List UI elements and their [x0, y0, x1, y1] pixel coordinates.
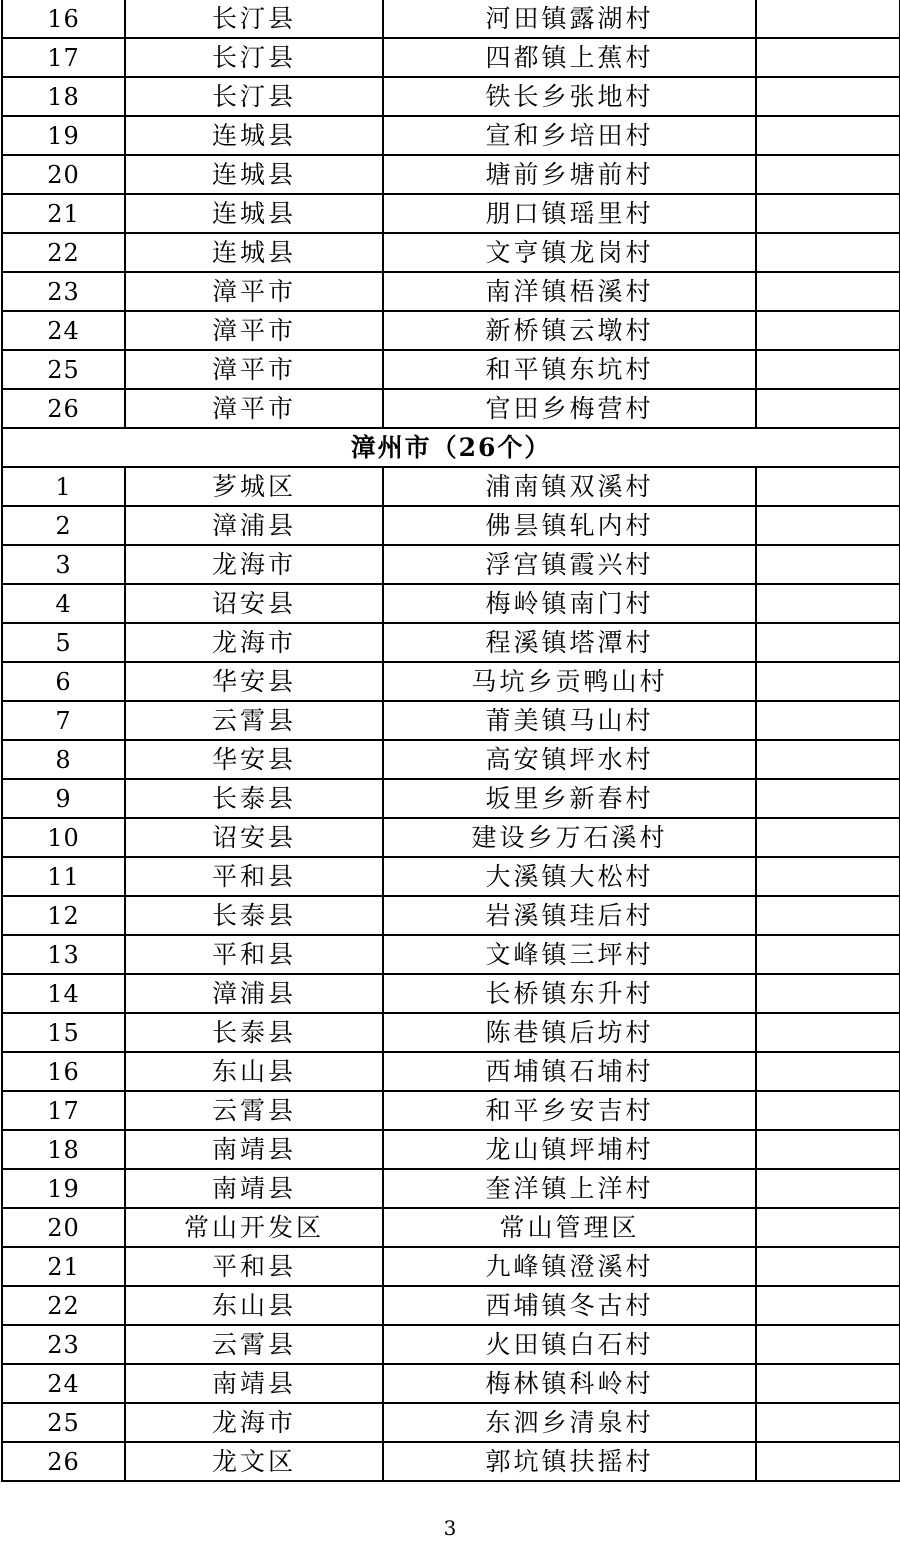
- cell-village: 长桥镇东升村: [383, 974, 756, 1013]
- cell-village: 九峰镇澄溪村: [383, 1247, 756, 1286]
- cell-note: [756, 272, 900, 311]
- cell-note: [756, 1052, 900, 1091]
- cell-village: 文峰镇三坪村: [383, 935, 756, 974]
- table-row: [2, 1325, 900, 1364]
- table-row: [2, 1052, 900, 1091]
- cell-number: 2: [2, 506, 125, 545]
- table-row: [2, 857, 900, 896]
- table-row: [2, 0, 900, 38]
- cell-number: 10: [2, 818, 125, 857]
- cell-note: [756, 1325, 900, 1364]
- cell-note: [756, 1442, 900, 1481]
- table-row: [2, 1130, 900, 1169]
- cell-village: 莆美镇马山村: [383, 701, 756, 740]
- cell-number: 19: [2, 1169, 125, 1208]
- cell-note: [756, 818, 900, 857]
- table-row: [2, 1403, 900, 1442]
- cell-village: 西埔镇冬古村: [383, 1286, 756, 1325]
- cell-village: 和平乡安吉村: [383, 1091, 756, 1130]
- cell-number: 24: [2, 1364, 125, 1403]
- cell-number: 21: [2, 194, 125, 233]
- cell-village: 塘前乡塘前村: [383, 155, 756, 194]
- cell-note: [756, 506, 900, 545]
- cell-number: 16: [2, 1052, 125, 1091]
- section-title: 漳州市（26个）: [2, 428, 900, 467]
- table-row: [2, 1286, 900, 1325]
- cell-number: 20: [2, 1208, 125, 1247]
- cell-note: [756, 662, 900, 701]
- cell-village: 梅林镇科岭村: [383, 1364, 756, 1403]
- cell-village: 新桥镇云墩村: [383, 311, 756, 350]
- cell-number: 1: [2, 467, 125, 506]
- cell-number: 21: [2, 1247, 125, 1286]
- cell-village: 朋口镇瑶里村: [383, 194, 756, 233]
- cell-note: [756, 77, 900, 116]
- cell-number: 12: [2, 896, 125, 935]
- cell-number: 22: [2, 1286, 125, 1325]
- cell-number: 19: [2, 116, 125, 155]
- cell-village: 河田镇露湖村: [383, 0, 756, 38]
- cell-note: [756, 896, 900, 935]
- cell-county: 南靖县: [125, 1130, 383, 1169]
- cell-county: 连城县: [125, 155, 383, 194]
- cell-county: 长泰县: [125, 896, 383, 935]
- table-row: [2, 116, 900, 155]
- table-row: [2, 272, 900, 311]
- cell-number: 16: [2, 0, 125, 38]
- cell-village: 火田镇白石村: [383, 1325, 756, 1364]
- table-row: [2, 38, 900, 77]
- cell-village: 陈巷镇后坊村: [383, 1013, 756, 1052]
- table-row: [2, 311, 900, 350]
- cell-county: 长汀县: [125, 0, 383, 38]
- cell-number: 8: [2, 740, 125, 779]
- cell-note: [756, 1091, 900, 1130]
- cell-note: [756, 584, 900, 623]
- table-row: [2, 623, 900, 662]
- cell-note: [756, 974, 900, 1013]
- cell-note: [756, 233, 900, 272]
- table-row: [2, 545, 900, 584]
- cell-county: 长泰县: [125, 779, 383, 818]
- cell-village: 大溪镇大松村: [383, 857, 756, 896]
- cell-county: 云霄县: [125, 701, 383, 740]
- cell-village: 常山管理区: [383, 1208, 756, 1247]
- cell-number: 15: [2, 1013, 125, 1052]
- cell-number: 11: [2, 857, 125, 896]
- cell-county: 东山县: [125, 1052, 383, 1091]
- cell-village: 西埔镇石埔村: [383, 1052, 756, 1091]
- cell-village: 建设乡万石溪村: [383, 818, 756, 857]
- table-row: [2, 1442, 900, 1481]
- cell-number: 26: [2, 1442, 125, 1481]
- cell-village: 程溪镇塔潭村: [383, 623, 756, 662]
- cell-county: 漳浦县: [125, 974, 383, 1013]
- cell-note: [756, 740, 900, 779]
- cell-note: [756, 857, 900, 896]
- cell-county: 漳浦县: [125, 506, 383, 545]
- cell-county: 云霄县: [125, 1325, 383, 1364]
- table-row: [2, 506, 900, 545]
- cell-number: 26: [2, 389, 125, 428]
- cell-county: 诏安县: [125, 818, 383, 857]
- cell-village: 龙山镇坪埔村: [383, 1130, 756, 1169]
- cell-village: 梅岭镇南门村: [383, 584, 756, 623]
- cell-number: 18: [2, 1130, 125, 1169]
- table-row: [2, 77, 900, 116]
- cell-village: 南洋镇梧溪村: [383, 272, 756, 311]
- cell-note: [756, 1130, 900, 1169]
- cell-county: 龙海市: [125, 623, 383, 662]
- table-row: [2, 662, 900, 701]
- cell-county: 平和县: [125, 857, 383, 896]
- cell-village: 铁长乡张地村: [383, 77, 756, 116]
- cell-note: [756, 1169, 900, 1208]
- cell-village: 奎洋镇上洋村: [383, 1169, 756, 1208]
- table-row: [2, 896, 900, 935]
- cell-note: [756, 1247, 900, 1286]
- cell-village: 马坑乡贡鸭山村: [383, 662, 756, 701]
- cell-county: 南靖县: [125, 1364, 383, 1403]
- cell-village: 坂里乡新春村: [383, 779, 756, 818]
- cell-note: [756, 545, 900, 584]
- cell-note: [756, 350, 900, 389]
- cell-county: 漳平市: [125, 272, 383, 311]
- cell-number: 23: [2, 1325, 125, 1364]
- cell-county: 诏安县: [125, 584, 383, 623]
- table-row: [2, 194, 900, 233]
- cell-number: 7: [2, 701, 125, 740]
- cell-note: [756, 1286, 900, 1325]
- cell-number: 18: [2, 77, 125, 116]
- cell-note: [756, 779, 900, 818]
- cell-note: [756, 1403, 900, 1442]
- cell-county: 龙海市: [125, 545, 383, 584]
- table-row: [2, 1364, 900, 1403]
- cell-number: 20: [2, 155, 125, 194]
- cell-village: 浮宫镇霞兴村: [383, 545, 756, 584]
- cell-number: 24: [2, 311, 125, 350]
- cell-village: 和平镇东坑村: [383, 350, 756, 389]
- cell-note: [756, 1364, 900, 1403]
- cell-village: 佛昙镇轧内村: [383, 506, 756, 545]
- cell-county: 云霄县: [125, 1091, 383, 1130]
- cell-village: 宣和乡培田村: [383, 116, 756, 155]
- table-row: [2, 779, 900, 818]
- village-list-table: [1, 0, 900, 1482]
- cell-note: [756, 0, 900, 38]
- cell-village: 文亨镇龙岗村: [383, 233, 756, 272]
- cell-note: [756, 1013, 900, 1052]
- cell-county: 华安县: [125, 662, 383, 701]
- cell-note: [756, 116, 900, 155]
- table-row: [2, 1169, 900, 1208]
- cell-village: 岩溪镇珪后村: [383, 896, 756, 935]
- cell-village: 东泗乡清泉村: [383, 1403, 756, 1442]
- cell-note: [756, 935, 900, 974]
- cell-number: 17: [2, 1091, 125, 1130]
- cell-village: 官田乡梅营村: [383, 389, 756, 428]
- cell-county: 平和县: [125, 935, 383, 974]
- table-row: [2, 935, 900, 974]
- table-body-section: [2, 467, 900, 1481]
- cell-county: 连城县: [125, 116, 383, 155]
- cell-county: 龙海市: [125, 1403, 383, 1442]
- cell-number: 6: [2, 662, 125, 701]
- cell-county: 平和县: [125, 1247, 383, 1286]
- cell-county: 连城县: [125, 194, 383, 233]
- cell-county: 长泰县: [125, 1013, 383, 1052]
- cell-number: 23: [2, 272, 125, 311]
- cell-county: 长汀县: [125, 38, 383, 77]
- cell-number: 22: [2, 233, 125, 272]
- table-row: [2, 1013, 900, 1052]
- cell-number: 25: [2, 350, 125, 389]
- table-row: [2, 233, 900, 272]
- table-row: [2, 584, 900, 623]
- cell-note: [756, 311, 900, 350]
- cell-county: 连城县: [125, 233, 383, 272]
- cell-village: 高安镇坪水村: [383, 740, 756, 779]
- cell-county: 漳平市: [125, 389, 383, 428]
- cell-county: 南靖县: [125, 1169, 383, 1208]
- cell-number: 25: [2, 1403, 125, 1442]
- cell-village: 四都镇上蕉村: [383, 38, 756, 77]
- page-number: 3: [443, 1516, 457, 1540]
- cell-county: 龙文区: [125, 1442, 383, 1481]
- cell-number: 9: [2, 779, 125, 818]
- cell-note: [756, 389, 900, 428]
- cell-number: 14: [2, 974, 125, 1013]
- table-row: [2, 818, 900, 857]
- cell-village: 浦南镇双溪村: [383, 467, 756, 506]
- cell-county: 东山县: [125, 1286, 383, 1325]
- cell-number: 4: [2, 584, 125, 623]
- cell-note: [756, 701, 900, 740]
- table-body-top: [2, 0, 900, 428]
- table-row: [2, 701, 900, 740]
- cell-county: 芗城区: [125, 467, 383, 506]
- table-row: [2, 1247, 900, 1286]
- cell-number: 5: [2, 623, 125, 662]
- section-header-group: [2, 428, 900, 467]
- cell-county: 常山开发区: [125, 1208, 383, 1247]
- cell-note: [756, 623, 900, 662]
- table-row: [2, 155, 900, 194]
- cell-note: [756, 1208, 900, 1247]
- cell-number: 3: [2, 545, 125, 584]
- table-row: [2, 389, 900, 428]
- table-row: [2, 974, 900, 1013]
- table-row: [2, 1091, 900, 1130]
- cell-number: 13: [2, 935, 125, 974]
- table-row: [2, 740, 900, 779]
- cell-number: 17: [2, 38, 125, 77]
- cell-county: 漳平市: [125, 311, 383, 350]
- cell-note: [756, 467, 900, 506]
- table-row: [2, 350, 900, 389]
- table-row: [2, 467, 900, 506]
- cell-note: [756, 155, 900, 194]
- cell-village: 郭坑镇扶摇村: [383, 1442, 756, 1481]
- cell-note: [756, 194, 900, 233]
- cell-note: [756, 38, 900, 77]
- cell-county: 长汀县: [125, 77, 383, 116]
- cell-county: 漳平市: [125, 350, 383, 389]
- section-header-row: [2, 428, 900, 467]
- table-row: [2, 1208, 900, 1247]
- cell-county: 华安县: [125, 740, 383, 779]
